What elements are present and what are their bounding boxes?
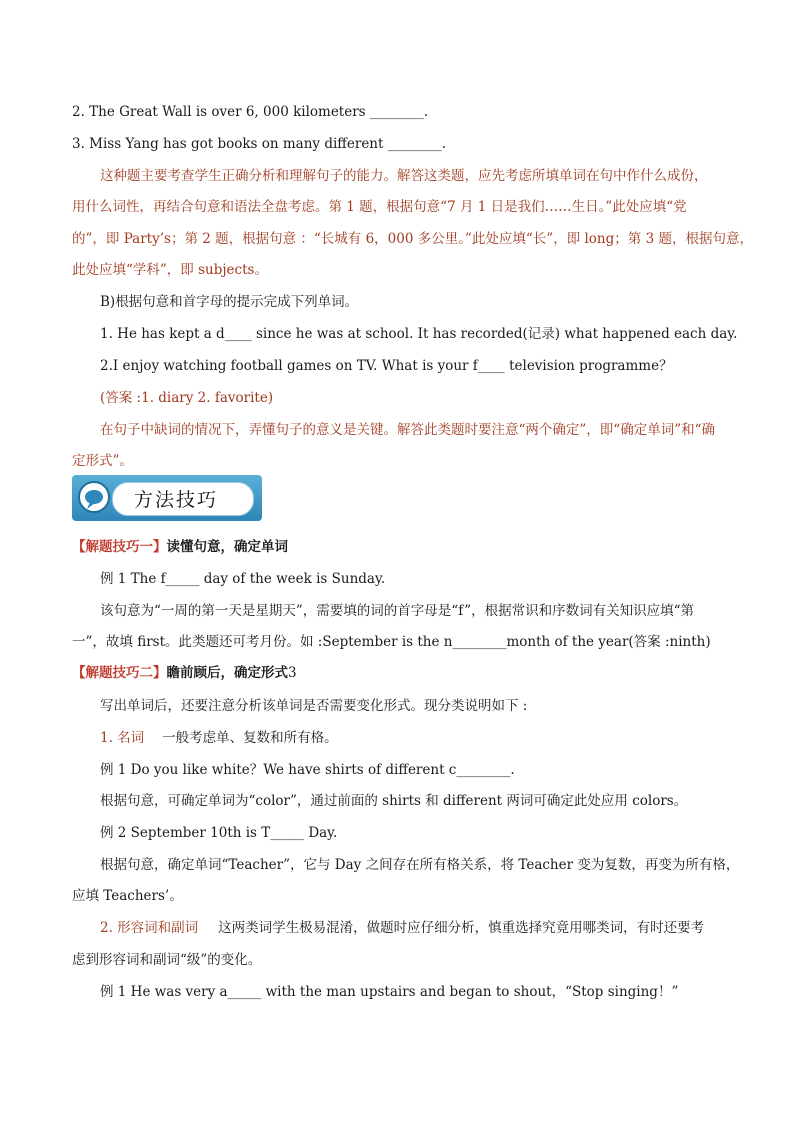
explanation-line: 该句意为“一周的第一天是星期天”，需要填的词的首字母是“f”，根据常识和序数词有关知识应填“第: [100, 603, 694, 619]
paragraph-line: 写出单词后，还要注意分析该单词是否需要变化形式。现分类说明如下 :: [100, 698, 528, 714]
tip-1-heading: [72, 537, 732, 557]
adjective-adverb-text: 这两类词学生极易混淆，做题时应仔细分析，慎重选择究竟用哪类词，有时还要考: [218, 920, 705, 936]
section-b-heading: B)根据句意和首字母的提示完成下列单词。: [100, 294, 359, 310]
adjective-adverb-label: 2. 形容词和副词: [100, 920, 199, 936]
example-line: 例 2 September 10th is T_____ Day.: [100, 825, 338, 841]
tip-2-title: 瞻前顾后，确定形式: [166, 665, 288, 681]
noun-item: [100, 728, 760, 748]
example-line: 例 1 Do you like white？We have shirts of different c________.: [100, 762, 515, 778]
speech-bubble-icon: [76, 480, 112, 516]
note-line: 在句子中缺词的情况下，弄懂句子的意义是关键。解答此类题时要注意“两个确定”，即“确定单词”和“确: [100, 422, 716, 438]
method-banner: [72, 475, 262, 521]
example-line: 例 1 The f_____ day of the week is Sunday.: [100, 571, 386, 587]
tip-2-heading: [72, 663, 732, 683]
noun-text: 一般考虑单、复数和所有格。: [162, 730, 338, 746]
explanation-line: 虑到形容词和副词“级”的变化。: [72, 952, 262, 968]
question-2: 2. The Great Wall is over 6, 000 kilometers ________.: [72, 104, 429, 120]
explanation-line: 用什么词性，再结合句意和语法全盘考虑。第 1 题，根据句意“7 月 1 日是我们……生日。”此处应填“党: [72, 199, 687, 215]
explanation-line: 根据句意，确定单词“Teacher”，它与 Day 之间存在所有格关系，将 Teacher 变为复数，再变为所有格，: [100, 857, 740, 873]
note-line: 定形式”。: [72, 453, 133, 469]
tip-2-number: 3: [288, 665, 297, 681]
explanation-line: 的”，即 Party’s；第 2 题，根据句意 ：“长城有 6，000 多公里。”此处应填“长”，即 long；第 3 题，根据句意，: [72, 231, 753, 247]
tip-2-tag: 【解题技巧二】: [72, 665, 167, 681]
banner-title: 方法技巧: [134, 489, 219, 511]
explanation-line: 此处应填“学科”，即 subjects。: [72, 262, 268, 278]
section-b-item-2: 2.I enjoy watching football games on TV. What is your f____ television programme？: [100, 358, 673, 374]
noun-label: 1. 名词: [100, 730, 145, 746]
tip-1-title: 读懂句意，确定单词: [166, 539, 288, 555]
explanation-line: 应填 Teachers’。: [72, 888, 183, 904]
explanation-line: 一”，故填 first。此类题还可考月份。如 :September is the n________month of the year(答案 :ninth): [72, 634, 711, 650]
explanation-line: 这种题主要考查学生正确分析和理解句子的能力。解答这类题，应先考虑所填单词在句中作什么成份，: [100, 168, 708, 184]
tip-1-tag: 【解题技巧一】: [72, 539, 167, 555]
adjective-adverb-item: [100, 918, 760, 938]
explanation-line: 根据句意，可确定单词为“color”，通过前面的 shirts 和 different 两词可确定此处应用 colors。: [100, 793, 688, 809]
question-3: 3. Miss Yang has got books on many different ________.: [72, 136, 447, 152]
answer-line: (答案 :1. diary 2. favorite): [100, 390, 274, 406]
section-b-item-1: 1. He has kept a d____ since he was at school. It has recorded(记录) what happened each day.: [100, 326, 738, 342]
example-line: 例 1 He was very a_____ with the man upstairs and began to shout，“Stop singing！”: [100, 984, 679, 1000]
